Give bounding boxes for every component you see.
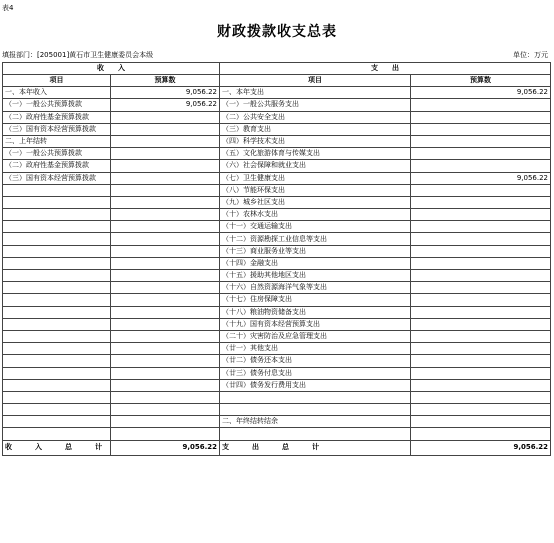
income-value-cell bbox=[111, 270, 220, 282]
unit-label: 单位：万元 bbox=[513, 51, 548, 59]
table-row bbox=[3, 294, 551, 306]
table-row bbox=[3, 221, 551, 233]
income-value-cell bbox=[111, 245, 220, 257]
table-row bbox=[3, 160, 551, 172]
income-item-cell: （三）国有资本经营预算拨款 bbox=[3, 172, 111, 184]
table-row bbox=[3, 196, 551, 208]
income-item-cell bbox=[3, 184, 111, 196]
income-value-cell bbox=[111, 294, 220, 306]
income-value-cell bbox=[111, 343, 220, 355]
income-value-cell bbox=[111, 282, 220, 294]
expense-value-cell bbox=[411, 428, 551, 440]
table-row bbox=[3, 404, 551, 416]
expense-item-cell: （二）公共安全支出 bbox=[220, 111, 411, 123]
expense-item-cell: （四）科学技术支出 bbox=[220, 135, 411, 147]
income-item-cell: （一）一般公共预算拨款 bbox=[3, 99, 111, 111]
expense-budget-header: 预算数 bbox=[411, 75, 551, 87]
expense-item-cell: （三）教育支出 bbox=[220, 123, 411, 135]
fiscal-summary-table bbox=[2, 62, 551, 456]
income-budget-header: 预算数 bbox=[111, 75, 220, 87]
expense-item-cell: （十三）商业服务业等支出 bbox=[220, 245, 411, 257]
income-value-cell bbox=[111, 184, 220, 196]
expense-item-cell: （十五）援助其他地区支出 bbox=[220, 270, 411, 282]
income-value-cell bbox=[111, 367, 220, 379]
income-value-cell bbox=[111, 318, 220, 330]
income-item-cell bbox=[3, 282, 111, 294]
income-item-cell: 二、上年结转 bbox=[3, 135, 111, 147]
expense-value-cell bbox=[411, 379, 551, 391]
expense-value-cell bbox=[411, 148, 551, 160]
expense-item-cell: （廿三）债务付息支出 bbox=[220, 367, 411, 379]
expense-total-label: 支 出 总 计 bbox=[220, 440, 411, 455]
income-value-cell bbox=[111, 355, 220, 367]
table-body bbox=[3, 87, 551, 440]
table-row bbox=[3, 379, 551, 391]
expense-item-cell bbox=[220, 404, 411, 416]
table-row bbox=[3, 148, 551, 160]
expense-section-header: 支 出 bbox=[220, 63, 551, 75]
income-value-cell bbox=[111, 148, 220, 160]
income-value-cell bbox=[111, 221, 220, 233]
income-item-cell bbox=[3, 330, 111, 342]
expense-value-cell bbox=[411, 257, 551, 269]
table-number-label: 表4 bbox=[2, 4, 14, 12]
income-item-cell bbox=[3, 221, 111, 233]
expense-item-cell: （十）农林水支出 bbox=[220, 209, 411, 221]
income-item-cell bbox=[3, 196, 111, 208]
table-row bbox=[3, 135, 551, 147]
income-item-cell bbox=[3, 367, 111, 379]
expense-value-cell bbox=[411, 160, 551, 172]
expense-value-cell bbox=[411, 221, 551, 233]
income-item-cell bbox=[3, 355, 111, 367]
income-value-cell bbox=[111, 428, 220, 440]
expense-value-cell bbox=[411, 111, 551, 123]
expense-item-cell: （五）文化旅游体育与传媒支出 bbox=[220, 148, 411, 160]
income-value-cell bbox=[111, 111, 220, 123]
income-item-cell bbox=[3, 343, 111, 355]
expense-value-cell bbox=[411, 391, 551, 403]
income-item-cell bbox=[3, 294, 111, 306]
expense-value-cell bbox=[411, 245, 551, 257]
table-row bbox=[3, 87, 551, 99]
income-value-cell bbox=[111, 160, 220, 172]
income-value-cell bbox=[111, 233, 220, 245]
income-item-cell bbox=[3, 233, 111, 245]
income-item-cell: （一）一般公共预算拨款 bbox=[3, 148, 111, 160]
table-row bbox=[3, 209, 551, 221]
income-item-cell bbox=[3, 391, 111, 403]
income-value-cell bbox=[111, 123, 220, 135]
expense-item-cell: （八）节能环保支出 bbox=[220, 184, 411, 196]
income-value-cell bbox=[111, 209, 220, 221]
table-row bbox=[3, 343, 551, 355]
income-item-cell bbox=[3, 318, 111, 330]
income-value-cell bbox=[111, 404, 220, 416]
income-value-cell: 9,056.22 bbox=[111, 87, 220, 99]
expense-value-cell bbox=[411, 99, 551, 111]
expense-item-cell: 二、年终结转结余 bbox=[220, 416, 411, 428]
expense-value-cell bbox=[411, 416, 551, 428]
table-row bbox=[3, 306, 551, 318]
totals-row bbox=[3, 440, 551, 455]
table-row bbox=[3, 123, 551, 135]
expense-value-cell bbox=[411, 135, 551, 147]
table-row bbox=[3, 355, 551, 367]
expense-item-cell bbox=[220, 428, 411, 440]
income-value-cell bbox=[111, 196, 220, 208]
expense-item-cell: （十二）资源勘探工业信息等支出 bbox=[220, 233, 411, 245]
income-section-header: 收 入 bbox=[3, 63, 220, 75]
income-value-cell bbox=[111, 172, 220, 184]
expense-item-cell bbox=[220, 391, 411, 403]
expense-item-cell: 一、本年支出 bbox=[220, 87, 411, 99]
expense-value-cell bbox=[411, 209, 551, 221]
income-item-cell bbox=[3, 379, 111, 391]
expense-item-cell: （廿二）债务还本支出 bbox=[220, 355, 411, 367]
income-item-cell bbox=[3, 209, 111, 221]
expense-item-cell: （七）卫生健康支出 bbox=[220, 172, 411, 184]
income-item-cell bbox=[3, 428, 111, 440]
expense-item-cell: （十一）交通运输支出 bbox=[220, 221, 411, 233]
expense-value-cell bbox=[411, 282, 551, 294]
expense-value-cell bbox=[411, 196, 551, 208]
page-title: 财政拨款收支总表 bbox=[217, 24, 337, 40]
income-value-cell bbox=[111, 257, 220, 269]
expense-item-cell: （一）一般公共服务支出 bbox=[220, 99, 411, 111]
expense-item-cell: （十四）金融支出 bbox=[220, 257, 411, 269]
income-item-cell: （二）政府性基金预算拨款 bbox=[3, 111, 111, 123]
table-row bbox=[3, 245, 551, 257]
table-row bbox=[3, 111, 551, 123]
income-item-cell: （二）政府性基金预算拨款 bbox=[3, 160, 111, 172]
expense-item-cell: （十八）粮油物资储备支出 bbox=[220, 306, 411, 318]
expense-item-cell: （廿一）其他支出 bbox=[220, 343, 411, 355]
expense-value-cell: 9,056.22 bbox=[411, 87, 551, 99]
expense-value-cell bbox=[411, 306, 551, 318]
expense-total-value: 9,056.22 bbox=[411, 440, 551, 455]
income-value-cell bbox=[111, 135, 220, 147]
expense-item-cell: （十六）自然资源海洋气象等支出 bbox=[220, 282, 411, 294]
income-value-cell bbox=[111, 330, 220, 342]
income-item-header: 项目 bbox=[3, 75, 111, 87]
income-total-value: 9,056.22 bbox=[111, 440, 220, 455]
table-row bbox=[3, 416, 551, 428]
table-row bbox=[3, 367, 551, 379]
income-value-cell bbox=[111, 391, 220, 403]
income-item-cell bbox=[3, 270, 111, 282]
income-value-cell: 9,056.22 bbox=[111, 99, 220, 111]
expense-value-cell bbox=[411, 123, 551, 135]
table-row bbox=[3, 172, 551, 184]
expense-value-cell bbox=[411, 270, 551, 282]
table-row bbox=[3, 270, 551, 282]
expense-value-cell bbox=[411, 343, 551, 355]
table-row bbox=[3, 391, 551, 403]
expense-item-cell: （九）城乡社区支出 bbox=[220, 196, 411, 208]
income-total-label: 收 入 总 计 bbox=[3, 440, 111, 455]
income-item-cell bbox=[3, 416, 111, 428]
table-row bbox=[3, 184, 551, 196]
reporting-department: 填报部门：[205001]黄石市卫生健康委员会本级 bbox=[2, 51, 154, 59]
income-value-cell bbox=[111, 306, 220, 318]
expense-value-cell bbox=[411, 318, 551, 330]
income-item-cell bbox=[3, 404, 111, 416]
table-row bbox=[3, 330, 551, 342]
income-item-cell bbox=[3, 257, 111, 269]
expense-item-cell: （二十）灾害防治及应急管理支出 bbox=[220, 330, 411, 342]
expense-item-cell: （廿四）债务发行费用支出 bbox=[220, 379, 411, 391]
table-row bbox=[3, 318, 551, 330]
income-item-cell: （三）国有资本经营预算拨款 bbox=[3, 123, 111, 135]
expense-item-cell: （十九）国有资本经营预算支出 bbox=[220, 318, 411, 330]
expense-item-cell: （十七）住房保障支出 bbox=[220, 294, 411, 306]
expense-value-cell bbox=[411, 330, 551, 342]
expense-value-cell bbox=[411, 367, 551, 379]
expense-value-cell bbox=[411, 404, 551, 416]
income-item-cell bbox=[3, 306, 111, 318]
expense-value-cell bbox=[411, 294, 551, 306]
expense-item-header: 项目 bbox=[220, 75, 411, 87]
expense-value-cell bbox=[411, 355, 551, 367]
table-row bbox=[3, 233, 551, 245]
table-row bbox=[3, 99, 551, 111]
income-item-cell: 一、本年收入 bbox=[3, 87, 111, 99]
income-value-cell bbox=[111, 379, 220, 391]
expense-value-cell bbox=[411, 233, 551, 245]
table-row bbox=[3, 257, 551, 269]
income-item-cell bbox=[3, 245, 111, 257]
expense-value-cell: 9,056.22 bbox=[411, 172, 551, 184]
expense-item-cell: （六）社会保障和就业支出 bbox=[220, 160, 411, 172]
income-value-cell bbox=[111, 416, 220, 428]
table-row bbox=[3, 282, 551, 294]
table-row bbox=[3, 428, 551, 440]
expense-value-cell bbox=[411, 184, 551, 196]
